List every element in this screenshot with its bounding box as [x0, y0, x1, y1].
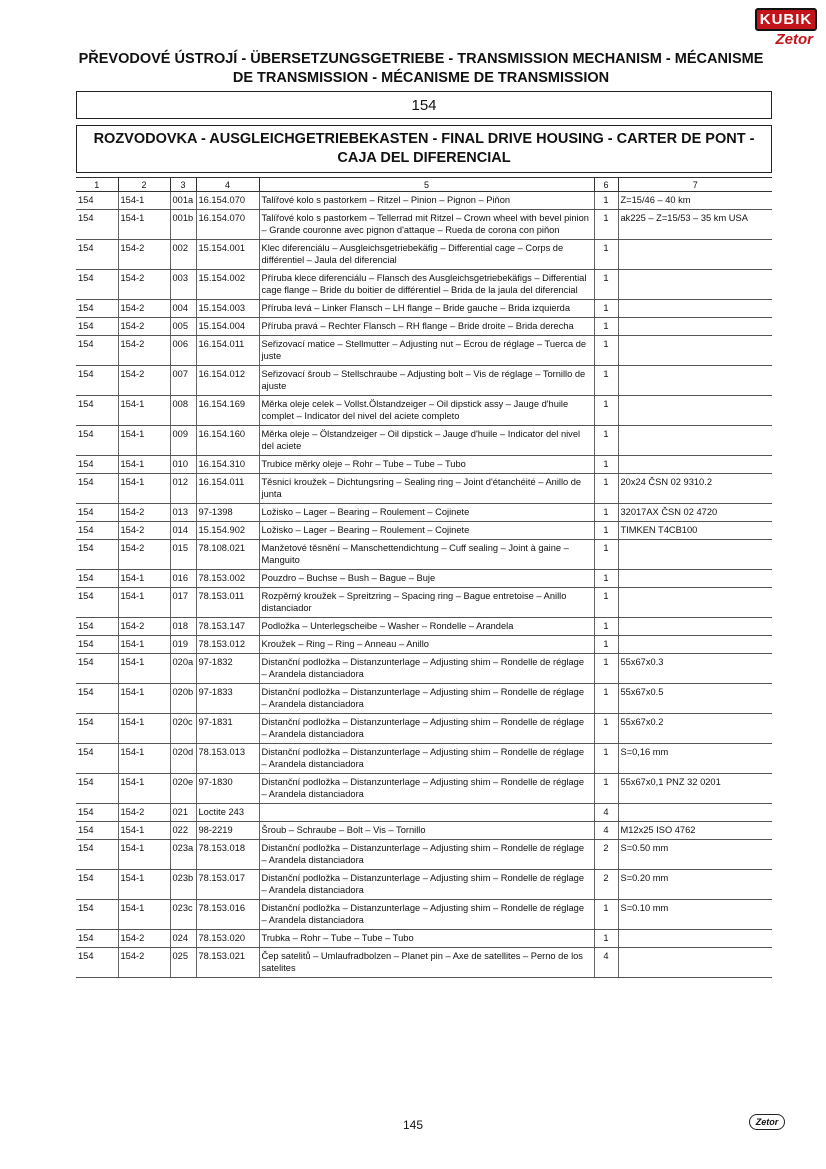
part-description: Ložisko – Lager – Bearing – Roulement – Cojinete [259, 522, 594, 540]
part-group: 154 [76, 840, 118, 870]
part-group: 154 [76, 366, 118, 396]
part-note [618, 396, 772, 426]
part-description: Distanční podložka – Distanzunterlage – Adjusting shim – Rondelle de réglage – Arandela distanciadora [259, 684, 594, 714]
part-quantity: 1 [594, 744, 618, 774]
part-group: 154 [76, 240, 118, 270]
table-row [76, 588, 772, 618]
part-group: 154 [76, 210, 118, 240]
part-group: 154 [76, 822, 118, 840]
part-group: 154 [76, 588, 118, 618]
part-group: 154 [76, 948, 118, 978]
table-row [76, 840, 772, 870]
part-description: Distanční podložka – Distanzunterlage – Adjusting shim – Rondelle de réglage – Arandela distanciadora [259, 870, 594, 900]
part-quantity: 1 [594, 684, 618, 714]
part-subgroup: 154-1 [118, 714, 170, 744]
table-row [76, 870, 772, 900]
part-group: 154 [76, 636, 118, 654]
part-position: 010 [170, 456, 196, 474]
part-number: 78.153.147 [196, 618, 259, 636]
part-group: 154 [76, 570, 118, 588]
part-subgroup: 154-1 [118, 636, 170, 654]
part-position: 021 [170, 804, 196, 822]
part-subgroup: 154-1 [118, 192, 170, 210]
table-row [76, 804, 772, 822]
part-position: 020c [170, 714, 196, 744]
part-note: 55x67x0.2 [618, 714, 772, 744]
part-position: 025 [170, 948, 196, 978]
part-subgroup: 154-1 [118, 426, 170, 456]
part-position: 024 [170, 930, 196, 948]
part-number: 78.153.016 [196, 900, 259, 930]
part-position: 001b [170, 210, 196, 240]
part-position: 023b [170, 870, 196, 900]
table-row [76, 366, 772, 396]
part-position: 001a [170, 192, 196, 210]
table-row [76, 774, 772, 804]
part-description: Distanční podložka – Distanzunterlage – Adjusting shim – Rondelle de réglage – Arandela distanciadora [259, 654, 594, 684]
part-group: 154 [76, 684, 118, 714]
part-number: 78.153.011 [196, 588, 259, 618]
part-description: Šroub – Schraube – Bolt – Vis – Tornillo [259, 822, 594, 840]
part-description: Seřizovací šroub – Stellschraube – Adjusting bolt – Vis de réglage – Tornillo de ajuste [259, 366, 594, 396]
part-number: 16.154.012 [196, 366, 259, 396]
part-group: 154 [76, 522, 118, 540]
part-note [618, 366, 772, 396]
part-description: Trubice měrky oleje – Rohr – Tube – Tube – Tubo [259, 456, 594, 474]
part-subgroup: 154-1 [118, 456, 170, 474]
part-group: 154 [76, 744, 118, 774]
table-row [76, 654, 772, 684]
part-subgroup: 154-2 [118, 948, 170, 978]
part-quantity: 1 [594, 192, 618, 210]
part-note: TIMKEN T4CB100 [618, 522, 772, 540]
part-note: S=0.20 mm [618, 870, 772, 900]
part-subgroup: 154-2 [118, 618, 170, 636]
part-note [618, 618, 772, 636]
part-subgroup: 154-2 [118, 522, 170, 540]
table-row [76, 474, 772, 504]
part-description: Distanční podložka – Distanzunterlage – Adjusting shim – Rondelle de réglage – Arandela distanciadora [259, 900, 594, 930]
part-quantity: 1 [594, 618, 618, 636]
part-position: 020a [170, 654, 196, 684]
table-row [76, 618, 772, 636]
part-number: 16.154.070 [196, 210, 259, 240]
part-quantity: 2 [594, 870, 618, 900]
part-group: 154 [76, 654, 118, 684]
part-position: 012 [170, 474, 196, 504]
part-number: 78.153.013 [196, 744, 259, 774]
part-number: 16.154.011 [196, 474, 259, 504]
part-position: 013 [170, 504, 196, 522]
part-number: 16.154.011 [196, 336, 259, 366]
table-row [76, 684, 772, 714]
part-description [259, 804, 594, 822]
table-row [76, 426, 772, 456]
part-quantity: 1 [594, 570, 618, 588]
part-number: 16.154.160 [196, 426, 259, 456]
part-subgroup: 154-1 [118, 774, 170, 804]
part-number: 78.153.012 [196, 636, 259, 654]
part-quantity: 4 [594, 948, 618, 978]
part-description: Pouzdro – Buchse – Bush – Bague – Buje [259, 570, 594, 588]
part-description: Seřizovací matice – Stellmutter – Adjusting nut – Ecrou de réglage – Tuerca de juste [259, 336, 594, 366]
part-position: 003 [170, 270, 196, 300]
part-subgroup: 154-1 [118, 744, 170, 774]
part-number: 97-1833 [196, 684, 259, 714]
parts-table [76, 177, 772, 978]
part-number: 16.154.070 [196, 192, 259, 210]
part-position: 004 [170, 300, 196, 318]
table-row [76, 744, 772, 774]
part-number: 78.153.018 [196, 840, 259, 870]
part-quantity: 1 [594, 318, 618, 336]
part-number: 15.154.003 [196, 300, 259, 318]
table-row [76, 714, 772, 744]
part-note: S=0.10 mm [618, 900, 772, 930]
part-number: 15.154.902 [196, 522, 259, 540]
part-position: 020e [170, 774, 196, 804]
part-subgroup: 154-2 [118, 804, 170, 822]
part-subgroup: 154-2 [118, 930, 170, 948]
part-quantity: 1 [594, 504, 618, 522]
part-group: 154 [76, 618, 118, 636]
part-quantity: 1 [594, 930, 618, 948]
table-row [76, 570, 772, 588]
part-note [618, 426, 772, 456]
table-row [76, 270, 772, 300]
part-note: M12x25 ISO 4762 [618, 822, 772, 840]
part-description: Měrka oleje – Ölstandzeiger – Oil dipstick – Jauge d'huile – Indicator del nivel del aciete [259, 426, 594, 456]
part-description: Manžetové těsnění – Manschettendichtung – Cuff sealing – Joint à gaine – Manguito [259, 540, 594, 570]
part-position: 020d [170, 744, 196, 774]
part-quantity: 2 [594, 840, 618, 870]
part-quantity: 1 [594, 474, 618, 504]
part-position: 007 [170, 366, 196, 396]
part-quantity: 4 [594, 822, 618, 840]
part-subgroup: 154-1 [118, 840, 170, 870]
column-header: 6 [594, 178, 618, 192]
part-note [618, 336, 772, 366]
part-quantity: 1 [594, 636, 618, 654]
part-description: Příruba pravá – Rechter Flansch – RH flange – Bride droite – Brida derecha [259, 318, 594, 336]
part-quantity: 1 [594, 396, 618, 426]
part-group: 154 [76, 774, 118, 804]
part-quantity: 1 [594, 540, 618, 570]
part-note: 55x67x0.3 [618, 654, 772, 684]
part-position: 019 [170, 636, 196, 654]
part-quantity: 4 [594, 804, 618, 822]
part-group: 154 [76, 870, 118, 900]
part-description: Příruba klece diferenciálu – Flansch des Ausgleichsgetriebekäfigs – Differential cage flange – Bride du boitier de différentiel – Brida de la jaula del diferencial [259, 270, 594, 300]
part-description: Trubka – Rohr – Tube – Tube – Tubo [259, 930, 594, 948]
part-group: 154 [76, 930, 118, 948]
part-subgroup: 154-2 [118, 240, 170, 270]
part-group: 154 [76, 426, 118, 456]
part-quantity: 1 [594, 522, 618, 540]
part-note [618, 300, 772, 318]
part-note [618, 540, 772, 570]
part-number: 78.153.021 [196, 948, 259, 978]
column-header: 2 [118, 178, 170, 192]
part-subgroup: 154-1 [118, 396, 170, 426]
part-description: Distanční podložka – Distanzunterlage – Adjusting shim – Rondelle de réglage – Arandela distanciadora [259, 744, 594, 774]
part-note: S=0.50 mm [618, 840, 772, 870]
part-description: Talířové kolo s pastorkem – Tellerrad mit Ritzel – Crown wheel with bevel pinion – Grande couronne avec pignon d'attaque – Rueda de corona con piňon [259, 210, 594, 240]
table-row [76, 300, 772, 318]
part-group: 154 [76, 504, 118, 522]
part-group: 154 [76, 900, 118, 930]
part-note [618, 318, 772, 336]
part-position: 020b [170, 684, 196, 714]
part-position: 008 [170, 396, 196, 426]
part-position: 014 [170, 522, 196, 540]
part-description: Distanční podložka – Distanzunterlage – Adjusting shim – Rondelle de réglage – Arandela distanciadora [259, 714, 594, 744]
page-title: PŘEVODOVÉ ÚSTROJÍ - ÜBERSETZUNGSGETRIEBE - TRANSMISSION MECHANISM - MÉCANISME DE TRANSMISSION - MÉCANISME DE TRANSMISSION [78, 51, 764, 86]
table-row [76, 192, 772, 210]
part-quantity: 1 [594, 210, 618, 240]
table-row [76, 336, 772, 366]
part-note: 32017AX ČSN 02 4720 [618, 504, 772, 522]
part-quantity: 1 [594, 426, 618, 456]
part-group: 154 [76, 192, 118, 210]
table-row [76, 522, 772, 540]
part-note [618, 930, 772, 948]
zetor-footer-logo: Zetor [749, 1114, 785, 1130]
table-row [76, 240, 772, 270]
part-position: 023c [170, 900, 196, 930]
part-subgroup: 154-1 [118, 900, 170, 930]
part-quantity: 1 [594, 774, 618, 804]
table-row [76, 822, 772, 840]
part-group: 154 [76, 318, 118, 336]
part-description: Talířové kolo s pastorkem – Ritzel – Pinion – Pignon – Piňon [259, 192, 594, 210]
column-header: 4 [196, 178, 259, 192]
part-subgroup: 154-2 [118, 504, 170, 522]
part-number: 16.154.310 [196, 456, 259, 474]
part-position: 005 [170, 318, 196, 336]
part-note [618, 240, 772, 270]
part-description: Rozpěrný kroužek – Spreitzring – Spacing ring – Bague entretoise – Anillo distanciador [259, 588, 594, 618]
table-row [76, 210, 772, 240]
part-subgroup: 154-1 [118, 870, 170, 900]
column-header: 5 [259, 178, 594, 192]
part-description: Distanční podložka – Distanzunterlage – Adjusting shim – Rondelle de réglage – Arandela distanciadora [259, 840, 594, 870]
part-subgroup: 154-1 [118, 588, 170, 618]
part-note [618, 456, 772, 474]
part-position: 009 [170, 426, 196, 456]
part-number: 97-1398 [196, 504, 259, 522]
part-group: 154 [76, 804, 118, 822]
part-position: 018 [170, 618, 196, 636]
part-note: 55x67x0.5 [618, 684, 772, 714]
part-note: 55x67x0,1 PNZ 32 0201 [618, 774, 772, 804]
group-number: 154 [76, 91, 772, 119]
part-subgroup: 154-1 [118, 210, 170, 240]
part-number: 15.154.004 [196, 318, 259, 336]
part-description: Ložisko – Lager – Bearing – Roulement – Cojinete [259, 504, 594, 522]
column-header: 7 [618, 178, 772, 192]
table-row [76, 318, 772, 336]
part-quantity: 1 [594, 270, 618, 300]
table-row [76, 504, 772, 522]
part-description: Těsnicí kroužek – Dichtungsring – Sealing ring – Joint d'étanchéité – Anillo de junta [259, 474, 594, 504]
part-number: 78.153.002 [196, 570, 259, 588]
part-subgroup: 154-1 [118, 822, 170, 840]
part-note [618, 636, 772, 654]
table-row [76, 900, 772, 930]
part-group: 154 [76, 336, 118, 366]
part-subgroup: 154-2 [118, 366, 170, 396]
section-title: ROZVODOVKA - AUSGLEICHGETRIEBEKASTEN - FINAL DRIVE HOUSING - CARTER DE PONT - CAJA DEL DIFERENCIAL [76, 125, 772, 173]
part-position: 022 [170, 822, 196, 840]
part-number: 16.154.169 [196, 396, 259, 426]
part-note: S=0,16 mm [618, 744, 772, 774]
part-description: Čep satelitů – Umlaufradbolzen – Planet pin – Axe de satellites – Perno de los satelites [259, 948, 594, 978]
part-number: 78.153.017 [196, 870, 259, 900]
part-subgroup: 154-1 [118, 684, 170, 714]
part-position: 017 [170, 588, 196, 618]
part-quantity: 1 [594, 900, 618, 930]
part-number: 97-1830 [196, 774, 259, 804]
part-number: 98-2219 [196, 822, 259, 840]
table-row [76, 396, 772, 426]
column-header: 1 [76, 178, 118, 192]
part-quantity: 1 [594, 588, 618, 618]
part-position: 006 [170, 336, 196, 366]
part-note: ak225 – Z=15/53 – 35 km USA [618, 210, 772, 240]
part-number: 78.153.020 [196, 930, 259, 948]
part-note [618, 270, 772, 300]
part-number: 15.154.002 [196, 270, 259, 300]
part-subgroup: 154-2 [118, 318, 170, 336]
part-description: Klec diferenciálu – Ausgleichsgetriebekäfig – Differential cage – Corps de différentiel – Jaula del diferencial [259, 240, 594, 270]
part-description: Kroužek – Ring – Ring – Anneau – Anillo [259, 636, 594, 654]
part-description: Podložka – Unterlegscheibe – Washer – Rondelle – Arandela [259, 618, 594, 636]
logo-kubik-text: KUBIK [755, 8, 817, 31]
part-quantity: 1 [594, 366, 618, 396]
parts-table-body [76, 192, 772, 978]
table-row [76, 636, 772, 654]
part-subgroup: 154-1 [118, 654, 170, 684]
part-number: 78.108.021 [196, 540, 259, 570]
part-subgroup: 154-2 [118, 540, 170, 570]
part-number: 15.154.001 [196, 240, 259, 270]
part-quantity: 1 [594, 456, 618, 474]
part-description: Distanční podložka – Distanzunterlage – Adjusting shim – Rondelle de réglage – Arandela distanciadora [259, 774, 594, 804]
part-subgroup: 154-1 [118, 474, 170, 504]
table-row [76, 540, 772, 570]
part-quantity: 1 [594, 300, 618, 318]
part-position: 002 [170, 240, 196, 270]
part-group: 154 [76, 456, 118, 474]
part-group: 154 [76, 396, 118, 426]
table-row [76, 456, 772, 474]
part-group: 154 [76, 300, 118, 318]
logo-zetor-text: Zetor [775, 31, 813, 48]
part-quantity: 1 [594, 240, 618, 270]
part-note [618, 570, 772, 588]
part-group: 154 [76, 540, 118, 570]
page-number: 145 [402, 1118, 424, 1132]
part-number: 97-1832 [196, 654, 259, 684]
part-note: 20x24 ČSN 02 9310.2 [618, 474, 772, 504]
part-number: Loctite 243 [196, 804, 259, 822]
part-quantity: 1 [594, 714, 618, 744]
table-row [76, 948, 772, 978]
part-subgroup: 154-2 [118, 300, 170, 318]
part-note [618, 804, 772, 822]
part-quantity: 1 [594, 654, 618, 684]
part-subgroup: 154-2 [118, 270, 170, 300]
table-header-row [76, 178, 772, 192]
part-position: 016 [170, 570, 196, 588]
part-position: 015 [170, 540, 196, 570]
part-description: Měrka oleje celek – Vollst.Ölstandzeiger – Oil dipstick assy – Jauge d'huile complet – Indicator del nivel del aciete completo [259, 396, 594, 426]
part-note [618, 588, 772, 618]
part-number: 97-1831 [196, 714, 259, 744]
part-description: Příruba levá – Linker Flansch – LH flange – Bride gauche – Brida izquierda [259, 300, 594, 318]
part-group: 154 [76, 474, 118, 504]
column-header: 3 [170, 178, 196, 192]
part-note: Z=15/46 – 40 km [618, 192, 772, 210]
part-subgroup: 154-2 [118, 336, 170, 366]
part-subgroup: 154-1 [118, 570, 170, 588]
part-group: 154 [76, 714, 118, 744]
part-note [618, 948, 772, 978]
part-group: 154 [76, 270, 118, 300]
part-position: 023a [170, 840, 196, 870]
part-quantity: 1 [594, 336, 618, 366]
table-row [76, 930, 772, 948]
